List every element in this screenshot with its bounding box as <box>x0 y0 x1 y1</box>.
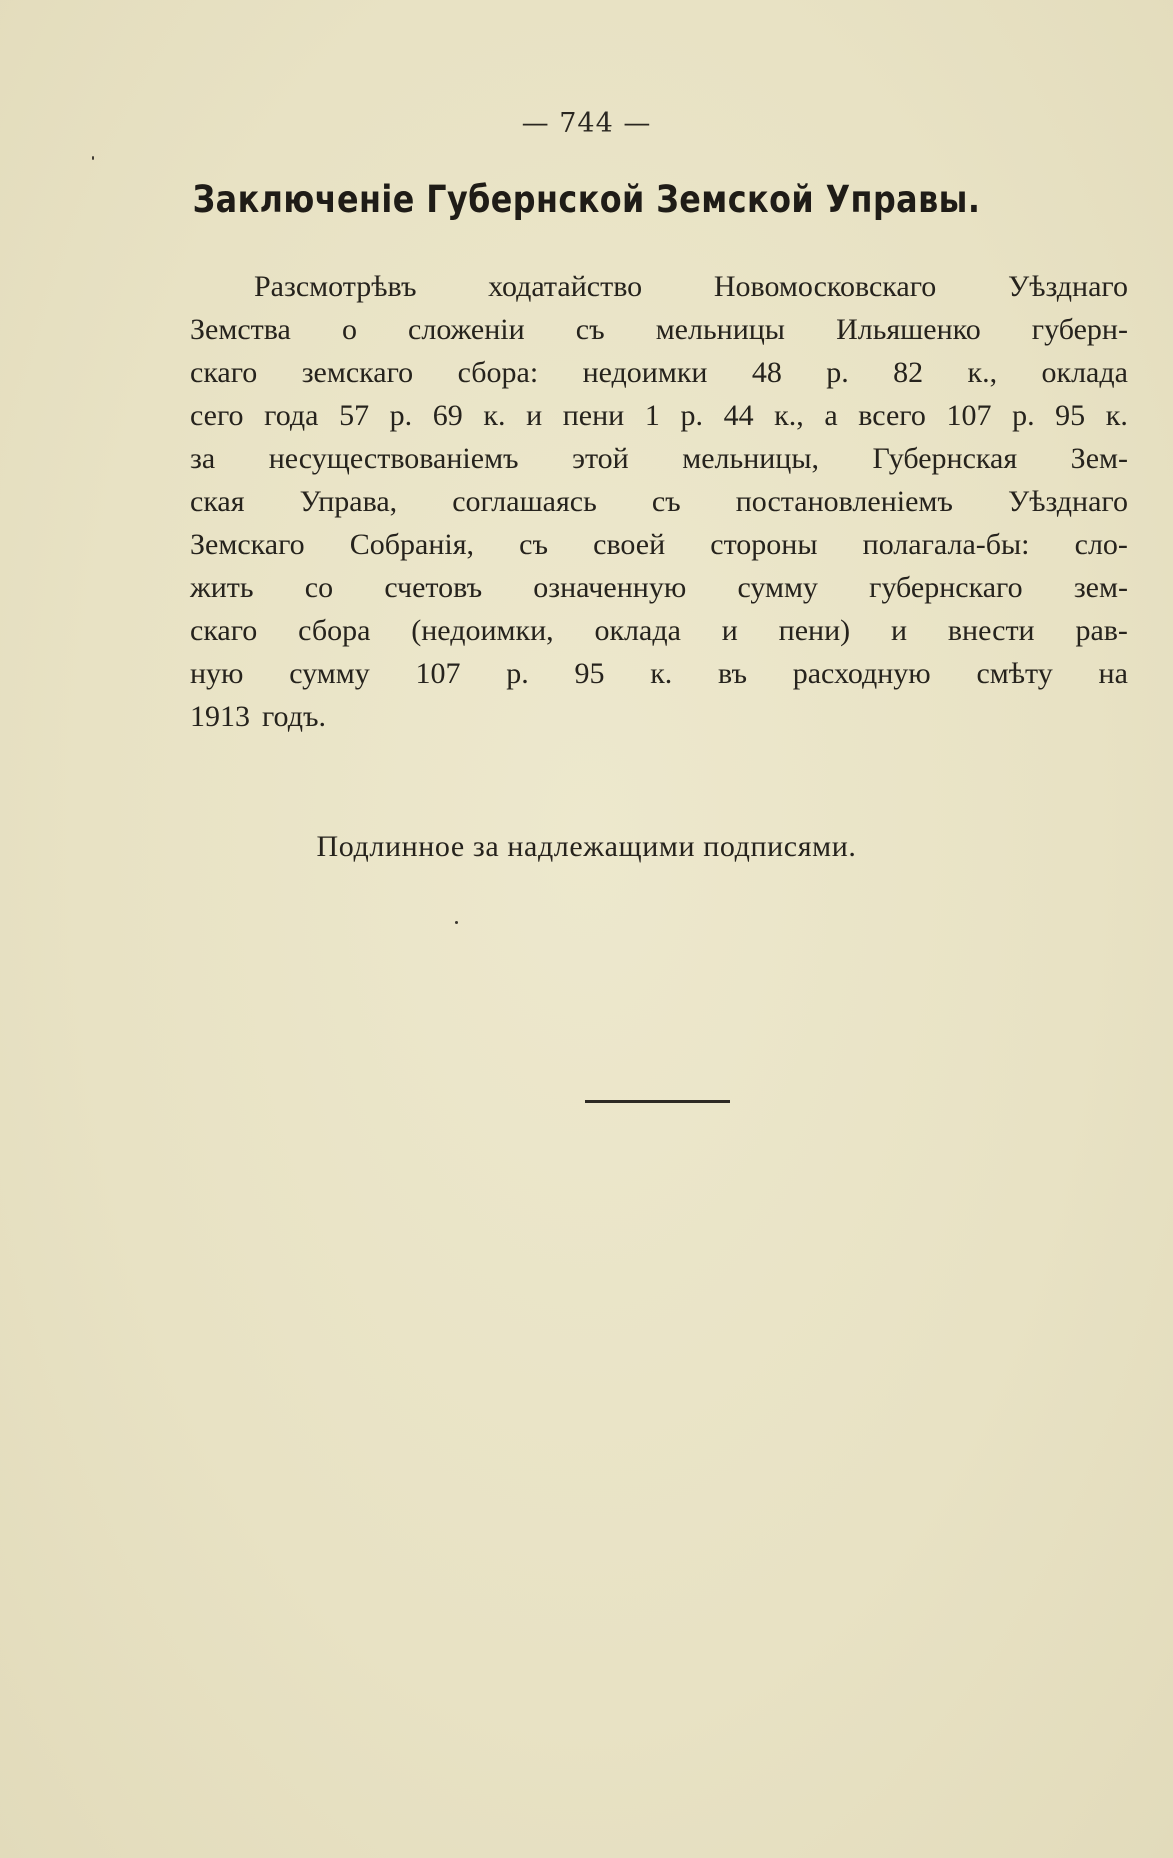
word: сего <box>190 399 244 432</box>
word: внести <box>947 614 1035 647</box>
word: к., <box>774 399 804 432</box>
text-line <box>190 652 1128 695</box>
word: зем- <box>1073 571 1128 604</box>
word: р. <box>1012 399 1035 432</box>
word: и <box>721 614 738 647</box>
text-line <box>190 308 1128 351</box>
word: 107 <box>946 399 992 432</box>
word: оклада <box>594 614 681 647</box>
word: означенную <box>533 571 687 604</box>
word: к. <box>650 657 673 690</box>
word: ную <box>190 657 244 690</box>
word: 95 <box>574 657 605 690</box>
word: Разсмотрѣвъ <box>254 270 417 303</box>
word: ходатайство <box>488 270 643 303</box>
word: к. <box>483 399 506 432</box>
word: на <box>1098 657 1128 690</box>
word: Уѣзднаго <box>1007 485 1128 518</box>
word: полагала-бы: <box>862 528 1030 561</box>
word: р. <box>826 356 849 389</box>
word: пени) <box>778 614 851 647</box>
word: 1 <box>644 399 660 432</box>
word: сбора <box>298 614 371 647</box>
word: оклада <box>1041 356 1128 389</box>
word: 82 <box>893 356 924 389</box>
word: съ <box>519 528 548 561</box>
word: р. <box>389 399 413 432</box>
word: р. <box>506 657 529 690</box>
word: губернскаго <box>869 571 1023 604</box>
word: пени <box>562 399 625 432</box>
text-line <box>190 523 1128 566</box>
word: и <box>526 399 543 432</box>
word: Зем- <box>1070 442 1128 475</box>
word: 57 <box>339 399 370 432</box>
word: к. <box>1105 399 1128 432</box>
word: этой <box>572 442 629 475</box>
word: Губернская <box>872 442 1018 475</box>
text-line <box>190 609 1128 652</box>
word: скаго <box>190 614 258 647</box>
word: к., <box>967 356 998 389</box>
body-paragraph <box>190 265 1128 738</box>
word: расходную <box>792 657 931 690</box>
word: о <box>341 313 357 346</box>
word: Земскаго <box>190 528 305 561</box>
word: Управа, <box>299 485 398 518</box>
word: 69 <box>432 399 463 432</box>
word: а <box>824 399 838 432</box>
word: сложеніи <box>408 313 525 346</box>
word: 44 <box>723 399 754 432</box>
word: Собранія, <box>349 528 475 561</box>
word: мельницы <box>655 313 785 346</box>
word: 95 <box>1055 399 1086 432</box>
section-title: Заключеніе Губернской Земской Управы. <box>192 178 981 221</box>
word: постановленіемъ <box>735 485 953 518</box>
text-line <box>190 695 1128 738</box>
word: счетовъ <box>384 571 483 604</box>
word: 1913 <box>190 700 250 733</box>
word: рав- <box>1075 614 1128 647</box>
text-line <box>190 351 1128 394</box>
word: сумму <box>737 571 818 604</box>
word: недоимки <box>582 356 708 389</box>
word: земскаго <box>301 356 414 389</box>
closing-rule <box>585 1100 730 1103</box>
word: въ <box>718 657 747 690</box>
signature-note: Подлинное за надлежащими подписями. <box>316 830 857 863</box>
word: мельницы, <box>682 442 820 475</box>
word: несуществованіемъ <box>268 442 519 475</box>
text-line <box>190 394 1128 437</box>
word: жить <box>190 571 254 604</box>
word: 107 <box>415 657 461 690</box>
text-line <box>190 480 1128 523</box>
text-line <box>190 566 1128 609</box>
word: года <box>264 399 319 432</box>
word: 48 <box>751 356 782 389</box>
text-line <box>190 265 1128 308</box>
word: съ <box>651 485 681 518</box>
word: Земства <box>190 313 291 346</box>
word: (недоимки, <box>411 614 554 647</box>
word: годъ. <box>262 700 326 733</box>
word: стороны <box>710 528 818 561</box>
ink-speck <box>92 156 94 160</box>
word: губерн- <box>1031 313 1128 346</box>
word: и <box>890 614 908 647</box>
word: смѣту <box>976 657 1053 690</box>
word: Ильяшенко <box>836 313 981 346</box>
word: Уѣзднаго <box>1007 270 1128 303</box>
ink-speck <box>455 921 458 924</box>
word: р. <box>680 399 703 432</box>
word: Новомосковскаго <box>713 270 937 303</box>
word: всего <box>858 399 926 432</box>
word: сло- <box>1074 528 1128 561</box>
word: за <box>190 442 216 475</box>
word: ская <box>190 485 245 518</box>
word: соглашаясь <box>452 485 597 518</box>
page-number: — 744 — <box>521 108 652 139</box>
word: сбора: <box>457 356 539 389</box>
word: своей <box>593 528 666 561</box>
word: съ <box>575 313 605 346</box>
word: сумму <box>289 657 370 690</box>
word: скаго <box>190 356 258 389</box>
text-line <box>190 437 1128 480</box>
word: со <box>304 571 334 604</box>
